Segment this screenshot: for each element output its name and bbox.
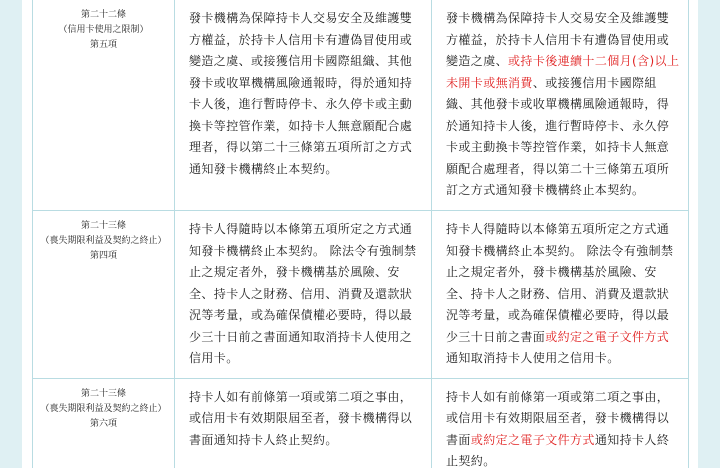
article-number: 第二十三條 [80,388,126,399]
article-subject: （喪失期限利益及契約之終止） [40,403,167,414]
revised-clause [432,211,689,379]
article-item: 第五項 [89,40,117,50]
article-subject: （信用卡使用之限制） [58,25,149,35]
clause-text: 持卡人得隨時以本條第五項所定之方式通知發卡機構終止本契約。 除法令有強制禁止之規定者外，發卡機構基於風險、安全、持卡人之財務、信用、消費及還款狀況等考量，或為確保債權必要時，得以最少三十日前之書面 [446,222,674,344]
clause-text: 發卡機構為保障持卡人交易安全及維護雙方權益，於持卡人信用卡有遭偽冒使用或變造之虞、 [446,11,670,68]
article-cell [33,378,175,468]
article-subject: （喪失期限利益及契約之終止） [40,236,167,246]
revised-clause [432,0,689,211]
article-number: 第二十三條 [80,221,126,231]
amended-text: 或持卡後連續十二個月(含)以上未開卡或無消費 [446,54,680,90]
original-clause [175,378,432,468]
clause-text: 通知持卡人終止契約。 [446,432,670,468]
revised-clause [432,378,689,468]
original-clause [175,0,432,211]
clause-comparison-table [32,0,689,468]
article-cell [33,211,175,379]
clause-text: 持卡人得隨時以本條第五項所定之方式通知發卡機構終止本契約。 除法令有強制禁止之規定者外，發卡機構基於風險、安全、持卡人之財務、信用、消費及還款狀況等考量，或為確保債權必要時，得以最少三十日前之書面通知取消持卡人使用之信用卡。 [189,222,417,365]
table-row [33,211,689,379]
article-cell [33,0,175,211]
right-margin-band [698,0,720,468]
left-margin-band [0,0,22,468]
article-item: 第六項 [89,418,117,429]
amended-text: 或約定之電子文件方式 [470,432,595,447]
amended-text: 或約定之電子文件方式 [545,329,670,344]
clause-text: 、或接獲信用卡國際組織、其他發卡或收單機構風險通報時，得於通知持卡人後，進行暫時停卡、永久停卡或主動換卡等控管作業，如持卡人無意願配合處理者，得以第二十三條第五項所訂之方式通知發卡機構終止本契約。 [446,75,670,197]
table-row [33,0,689,211]
clause-text: 發卡機構為保障持卡人交易安全及維護雙方權益，於持卡人信用卡有遭偽冒使用或變造之虞、或接獲信用卡國際組織、其他發卡或收單機構風險通報時，得於通知持卡人後，進行暫時停卡、永久停卡或主動換卡等控管作業，如持卡人無意願配合處理者，得以第二十三條第五項所訂之方式通知發卡機構終止本契約。 [189,11,413,176]
table-row [33,378,689,468]
clause-text: 持卡人如有前條第一項或第二項之事由，或信用卡有效期限屆至者，發卡機構得以書面通知持卡人終止契約。 [189,389,413,447]
clause-text: 持卡人如有前條第一項或第二項之事由，或信用卡有效期限屆至者，發卡機構得以書面 [446,389,670,447]
article-item: 第四項 [89,251,117,261]
article-number: 第二十二條 [80,10,126,20]
original-clause [175,211,432,379]
clause-text: 通知取消持卡人使用之信用卡。 [446,351,620,365]
